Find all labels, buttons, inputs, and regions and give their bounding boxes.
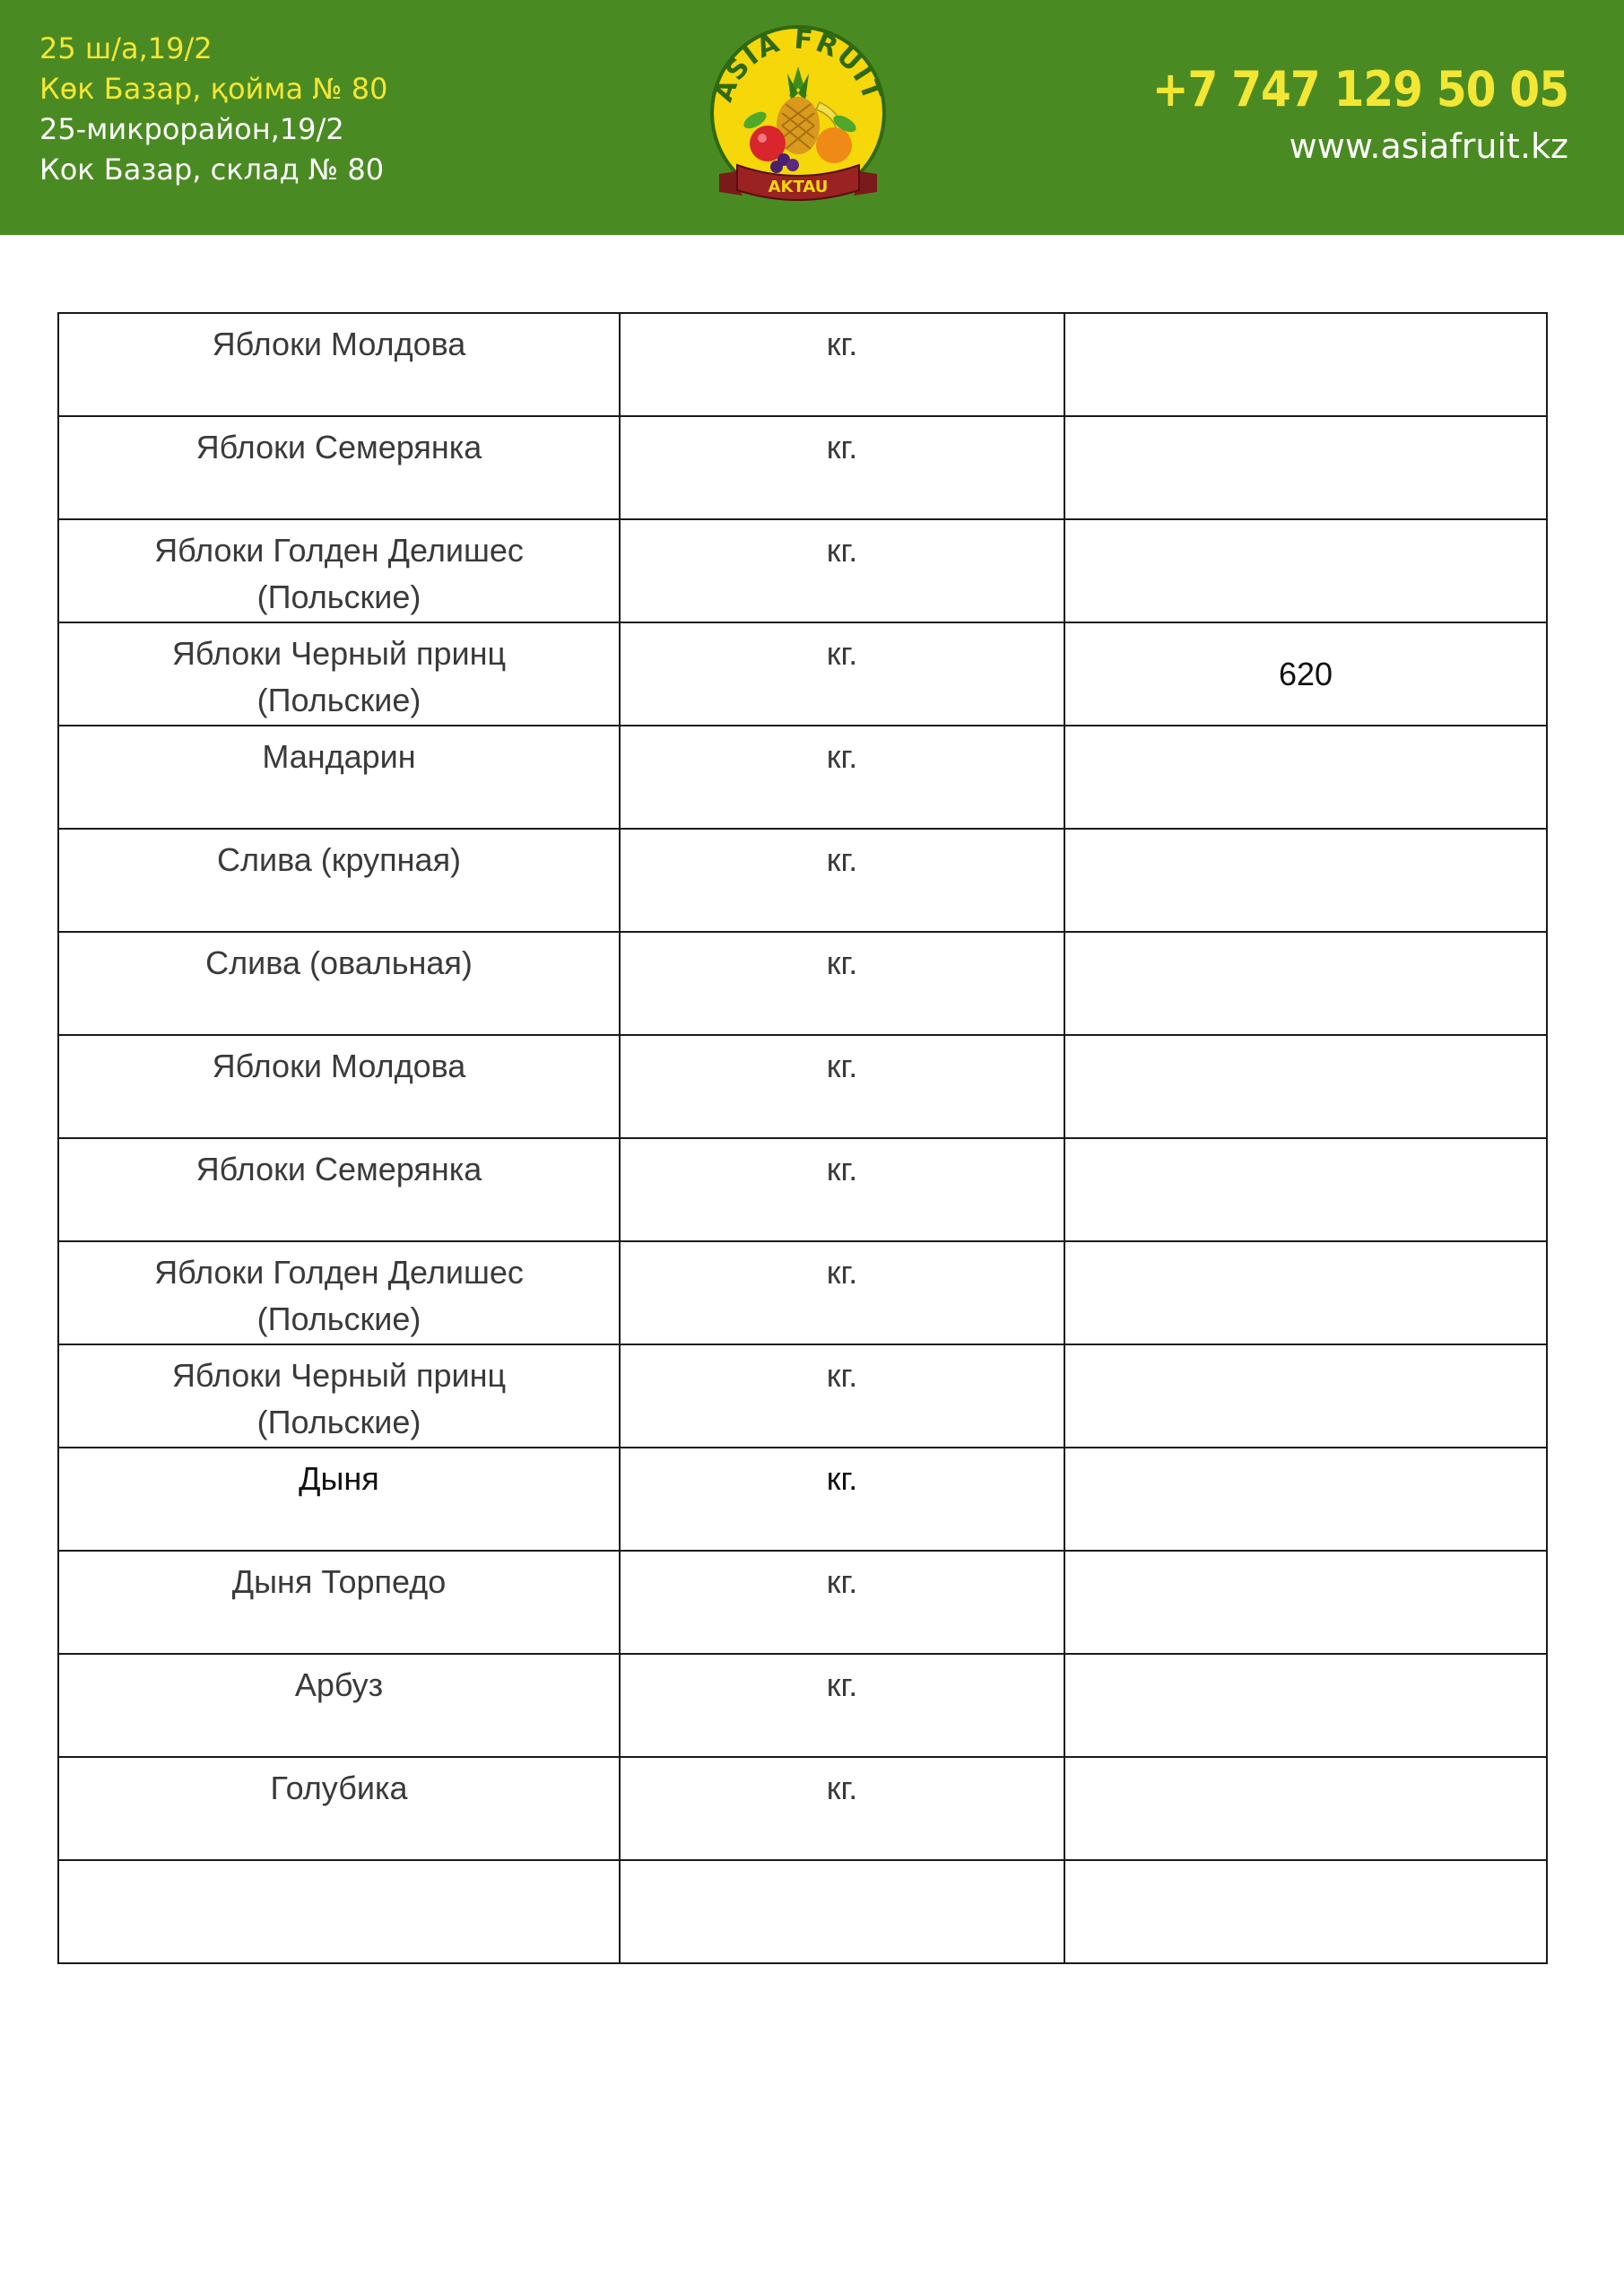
product-name-cell: [58, 622, 620, 726]
table-row: [58, 313, 1547, 416]
unit-cell-text: кг.: [826, 1048, 858, 1084]
product-name-cell-text: Слива (овальная): [205, 944, 473, 981]
product-name-cell: [58, 1241, 620, 1344]
unit-cell: [620, 313, 1064, 416]
value-cell: [1064, 313, 1547, 416]
value-cell: [1064, 1860, 1547, 1963]
unit-cell: [620, 1344, 1064, 1448]
product-name-cell: [58, 829, 620, 932]
address-line-russian-1: 25-микрорайон,19/2: [39, 112, 344, 146]
unit-cell: [620, 1138, 1064, 1241]
product-name-cell: [58, 932, 620, 1035]
product-name-cell-text: Яблоки Молдова: [212, 326, 466, 362]
table-row: [58, 1654, 1547, 1757]
table-row: [58, 1860, 1547, 1963]
product-name-cell: [58, 1551, 620, 1654]
product-name-cell: [58, 1138, 620, 1241]
product-name-cell: [58, 1654, 620, 1757]
table-row: [58, 1344, 1547, 1448]
value-cell: [1064, 1654, 1547, 1757]
logo-ribbon-text: AKTAU: [768, 178, 829, 196]
unit-cell-text: кг.: [826, 1151, 858, 1187]
price-table-body: [58, 313, 1547, 1963]
product-name-cell-text: Яблоки Черный принц (Польские): [171, 635, 507, 718]
value-cell: [1064, 1035, 1547, 1138]
product-name-cell: [58, 726, 620, 829]
value-cell: [1064, 829, 1547, 932]
table-row: [58, 829, 1547, 932]
table-row: [58, 1757, 1547, 1860]
website-link[interactable]: www.asiafruit.kz: [1289, 126, 1568, 166]
unit-cell-text: кг.: [826, 1460, 858, 1497]
unit-cell-text: кг.: [826, 326, 858, 362]
product-name-cell-text: Яблоки Голден Делишес (Польские): [154, 1254, 524, 1337]
product-name-cell-text: Яблоки Семерянка: [195, 1151, 482, 1187]
logo-top-text: ASIA FRUIT: [708, 23, 889, 107]
product-name-cell: [58, 416, 620, 519]
product-name-cell-text: Яблоки Голден Делишес (Польские): [154, 532, 524, 615]
table-row: [58, 1035, 1547, 1138]
value-cell: [1064, 519, 1547, 622]
unit-cell: [620, 519, 1064, 622]
unit-cell-text: кг.: [826, 1254, 858, 1291]
product-name-cell: [58, 1035, 620, 1138]
unit-cell: [620, 1035, 1064, 1138]
page-header: [0, 0, 1624, 235]
unit-cell-text: кг.: [826, 532, 858, 569]
table-row: [58, 1138, 1547, 1241]
unit-cell-text: кг.: [826, 635, 858, 672]
address-block: [39, 31, 388, 196]
product-name-cell-text: Слива (крупная): [216, 841, 462, 878]
product-name-cell-text: Дыня: [299, 1460, 379, 1497]
table-row: [58, 1551, 1547, 1654]
product-name-cell-text: Яблоки Семерянка: [195, 429, 482, 465]
product-name-cell-text: Яблоки Молдова: [212, 1048, 466, 1084]
price-table: [57, 312, 1548, 1964]
value-cell: [1064, 416, 1547, 519]
address-line-kazakh-2: Көк Базар, қойма № 80: [39, 72, 388, 106]
table-row: [58, 416, 1547, 519]
address-line-kazakh-1: 25 ш/а,19/2: [39, 31, 213, 65]
unit-cell: [620, 1448, 1064, 1551]
value-cell: [1064, 1241, 1547, 1344]
table-row: [58, 726, 1547, 829]
value-cell: [1064, 726, 1547, 829]
table-row: [58, 932, 1547, 1035]
unit-cell: [620, 416, 1064, 519]
table-row: [58, 1241, 1547, 1344]
unit-cell: [620, 1860, 1064, 1963]
product-name-cell: [58, 1757, 620, 1860]
table-row: [58, 519, 1547, 622]
phone-number[interactable]: +7 747 129 50 05: [1151, 61, 1568, 117]
value-cell: [1064, 1551, 1547, 1654]
product-name-cell: [58, 313, 620, 416]
product-name-cell-text: Голубика: [270, 1770, 408, 1806]
unit-cell-text: кг.: [826, 1563, 858, 1600]
unit-cell-text: кг.: [826, 429, 858, 465]
product-name-cell-text: Мандарин: [262, 738, 416, 775]
unit-cell-text: кг.: [826, 1357, 858, 1394]
unit-cell: [620, 932, 1064, 1035]
product-name-cell: [58, 1344, 620, 1448]
unit-cell: [620, 622, 1064, 726]
table-row: [58, 1448, 1547, 1551]
contact-block: [1152, 61, 1568, 166]
value-cell: [1064, 622, 1547, 726]
product-name-cell-text: Яблоки Черный принц (Польские): [171, 1357, 507, 1440]
product-name-cell-text: [59, 1861, 619, 1868]
table-row: [58, 622, 1547, 726]
unit-cell-text: кг.: [826, 1770, 858, 1806]
product-name-cell: [58, 1860, 620, 1963]
product-name-cell: [58, 519, 620, 622]
unit-cell-text: кг.: [826, 944, 858, 981]
product-name-cell-text: Арбуз: [294, 1666, 384, 1703]
unit-cell: [620, 1241, 1064, 1344]
value-cell: [1064, 1344, 1547, 1448]
unit-cell-text: кг.: [826, 841, 858, 878]
address-line-russian-2: Кок Базар, склад № 80: [39, 152, 385, 187]
unit-cell: [620, 829, 1064, 932]
unit-cell-text: [621, 1861, 1064, 1868]
unit-cell: [620, 1757, 1064, 1860]
product-name-cell: [58, 1448, 620, 1551]
value-cell: [1064, 1448, 1547, 1551]
product-name-cell-text: Дыня Торпедо: [231, 1563, 447, 1600]
unit-cell: [620, 1551, 1064, 1654]
asia-fruit-logo: [701, 20, 895, 213]
value-cell: [1064, 1757, 1547, 1860]
unit-cell: [620, 1654, 1064, 1757]
value-cell: [1064, 1138, 1547, 1241]
value-cell: [1064, 932, 1547, 1035]
value-cell-text: 620: [1278, 655, 1333, 692]
unit-cell-text: кг.: [826, 1666, 858, 1703]
unit-cell-text: кг.: [826, 738, 858, 775]
unit-cell: [620, 726, 1064, 829]
